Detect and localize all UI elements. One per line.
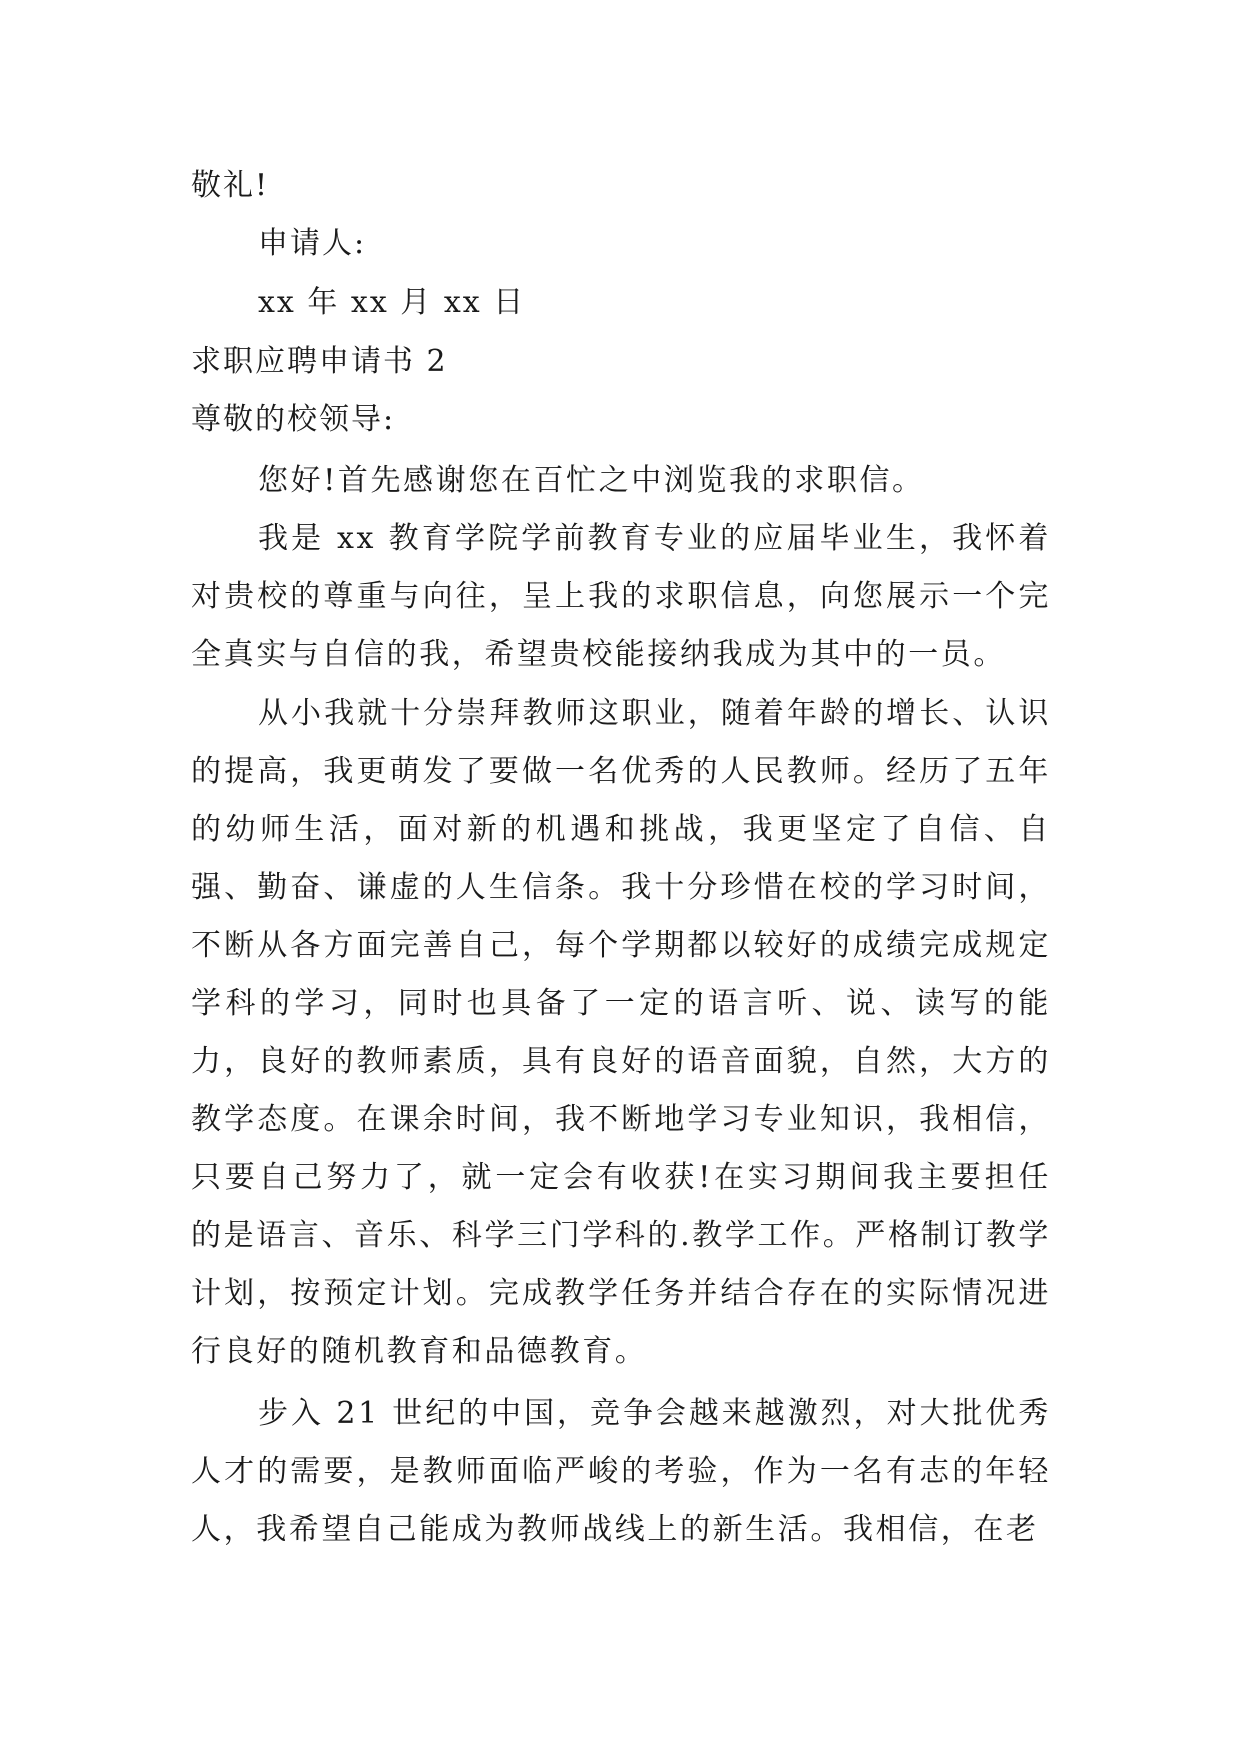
paragraph-experience: 从小我就十分崇拜教师这职业，随着年龄的增长、认识的提高，我更萌发了要做一名优秀的人民教师。经历了五年的幼师生活，面对新的机遇和挑战，我更坚定了自信、自强、勤奋、谦虚的人生信条。我十分珍惜在校的学习时间，不断从各方面完善自己，每个学期都以较好的成绩完成规定学科的学习，同时也具备了一定的语言听、说、读写的能力，良好的教师素质，具有良好的语音面貌，自然，大方的教学态度。在课余时间，我不断地学习专业知识，我相信，只要自己努力了，就一定会有收获!在实习期间我主要担任的是语言、音乐、科学三门学科的.教学工作。严格制订教学计划，按预定计划。完成教学任务并结合存在的实际情况进行良好的随机教育和品德教育。 — [191, 696, 1051, 1369]
letter-heading: 求职应聘申请书 2 — [191, 344, 448, 379]
paragraph-opening: 您好!首先感谢您在百忙之中浏览我的求职信。 — [258, 463, 925, 498]
letter-greeting: 尊敬的校领导: — [191, 402, 396, 437]
paragraph-aspiration: 步入 21 世纪的中国，竞争会越来越激烈，对大批优秀人才的需要，是教师面临严峻的考验，作为一名有志的年轻人，我希望自己能成为教师战线上的新生活。我相信，在老 — [191, 1396, 1051, 1547]
paragraph-introduction: 我是 xx 教育学院学前教育专业的应届毕业生，我怀着对贵校的尊重与向往，呈上我的求职信息，向您展示一个完全真实与自信的我，希望贵校能接纳我成为其中的一员。 — [191, 521, 1051, 672]
closing-salute: 敬礼! — [191, 168, 270, 203]
applicant-label: 申请人: — [258, 226, 367, 261]
letter-date: xx 年 xx 月 xx 日 — [258, 285, 526, 320]
